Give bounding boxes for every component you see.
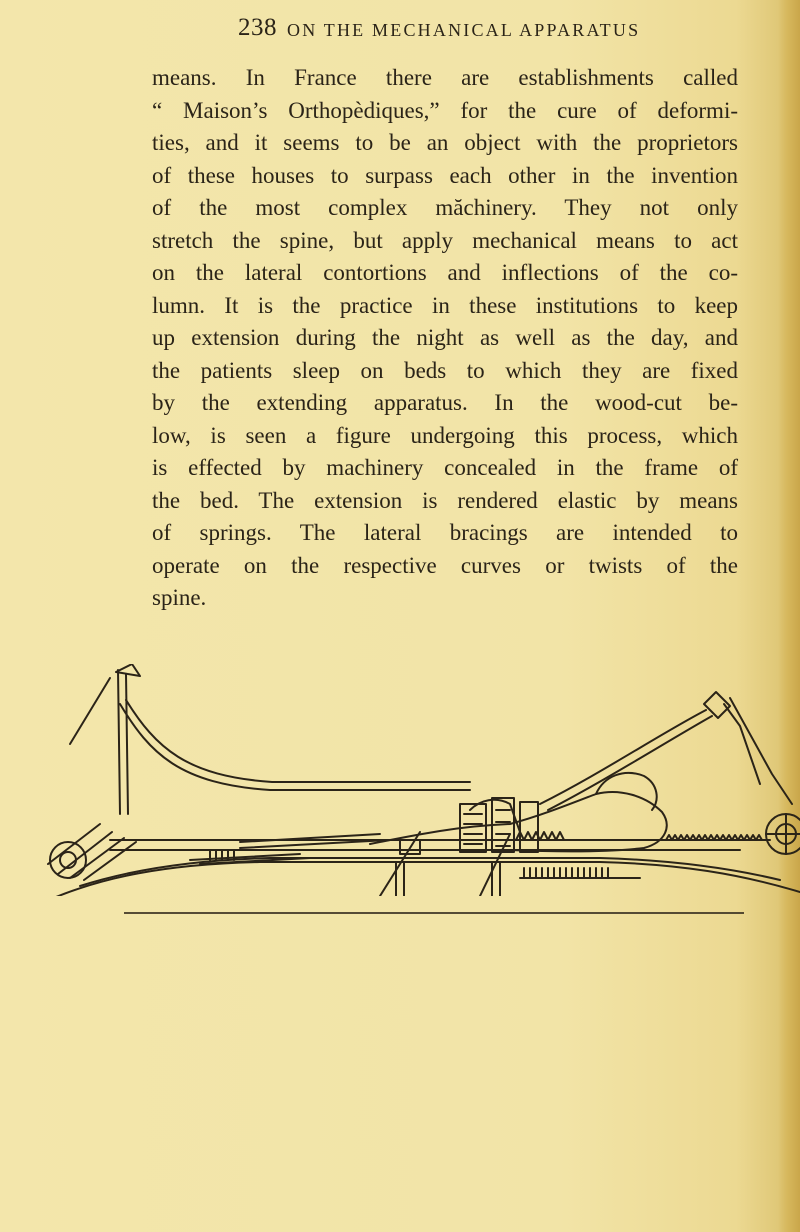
text-line: lumn. It is the practice in these institutions to keep <box>152 292 738 318</box>
left-post <box>118 670 120 814</box>
text-line: by the extending apparatus. In the wood-cut be- <box>152 390 738 415</box>
right-knob <box>704 692 730 718</box>
page-edge <box>778 0 800 1232</box>
ratchet <box>524 868 608 878</box>
spring <box>516 832 564 840</box>
text-line: on the lateral contortions and inflections of the co- <box>152 260 738 285</box>
woodcut-extension-bed-illustration <box>40 664 800 896</box>
page-header <box>0 14 800 48</box>
text-line: low, is seen a figure undergoing this process, which <box>152 422 738 448</box>
text-line: the patients sleep on beds to which they are fixed <box>152 357 738 383</box>
text-line: of springs. The lateral bracings are intended to <box>152 520 738 545</box>
text-line: stretch the spine, but apply mechanical means to act <box>152 227 738 253</box>
figure-bottom-rule <box>124 912 744 914</box>
right-strut <box>730 698 792 804</box>
text-line: is effected by machinery concealed in the frame of <box>152 455 738 480</box>
text-line: of these houses to surpass each other in the invention <box>152 162 738 188</box>
text-line: spine. <box>152 585 207 610</box>
right-curve <box>540 710 706 804</box>
head-curve <box>120 704 470 790</box>
text-line: ties, and it seems to be an object with the proprietors <box>152 130 738 155</box>
text-line: “ Maison’s Orthopèdiques,” for the cure of deformi- <box>152 97 738 123</box>
text-line: means. In France there are establishments called <box>152 65 738 90</box>
page-number: 238 <box>238 14 277 41</box>
text-line: the bed. The extension is rendered elastic by means <box>152 487 738 513</box>
text-line: up extension during the night as well as the day, and <box>152 325 738 350</box>
bed-rail-lower <box>40 862 800 896</box>
left-strut <box>70 678 110 744</box>
text-line: of the most complex măchinery. They not only <box>152 195 738 220</box>
running-head: ON THE MECHANICAL APPARATUS <box>287 20 641 40</box>
woodcut-svg <box>40 664 800 896</box>
text-line: operate on the respective curves or twists of the <box>152 552 738 578</box>
body-paragraph <box>152 62 738 615</box>
